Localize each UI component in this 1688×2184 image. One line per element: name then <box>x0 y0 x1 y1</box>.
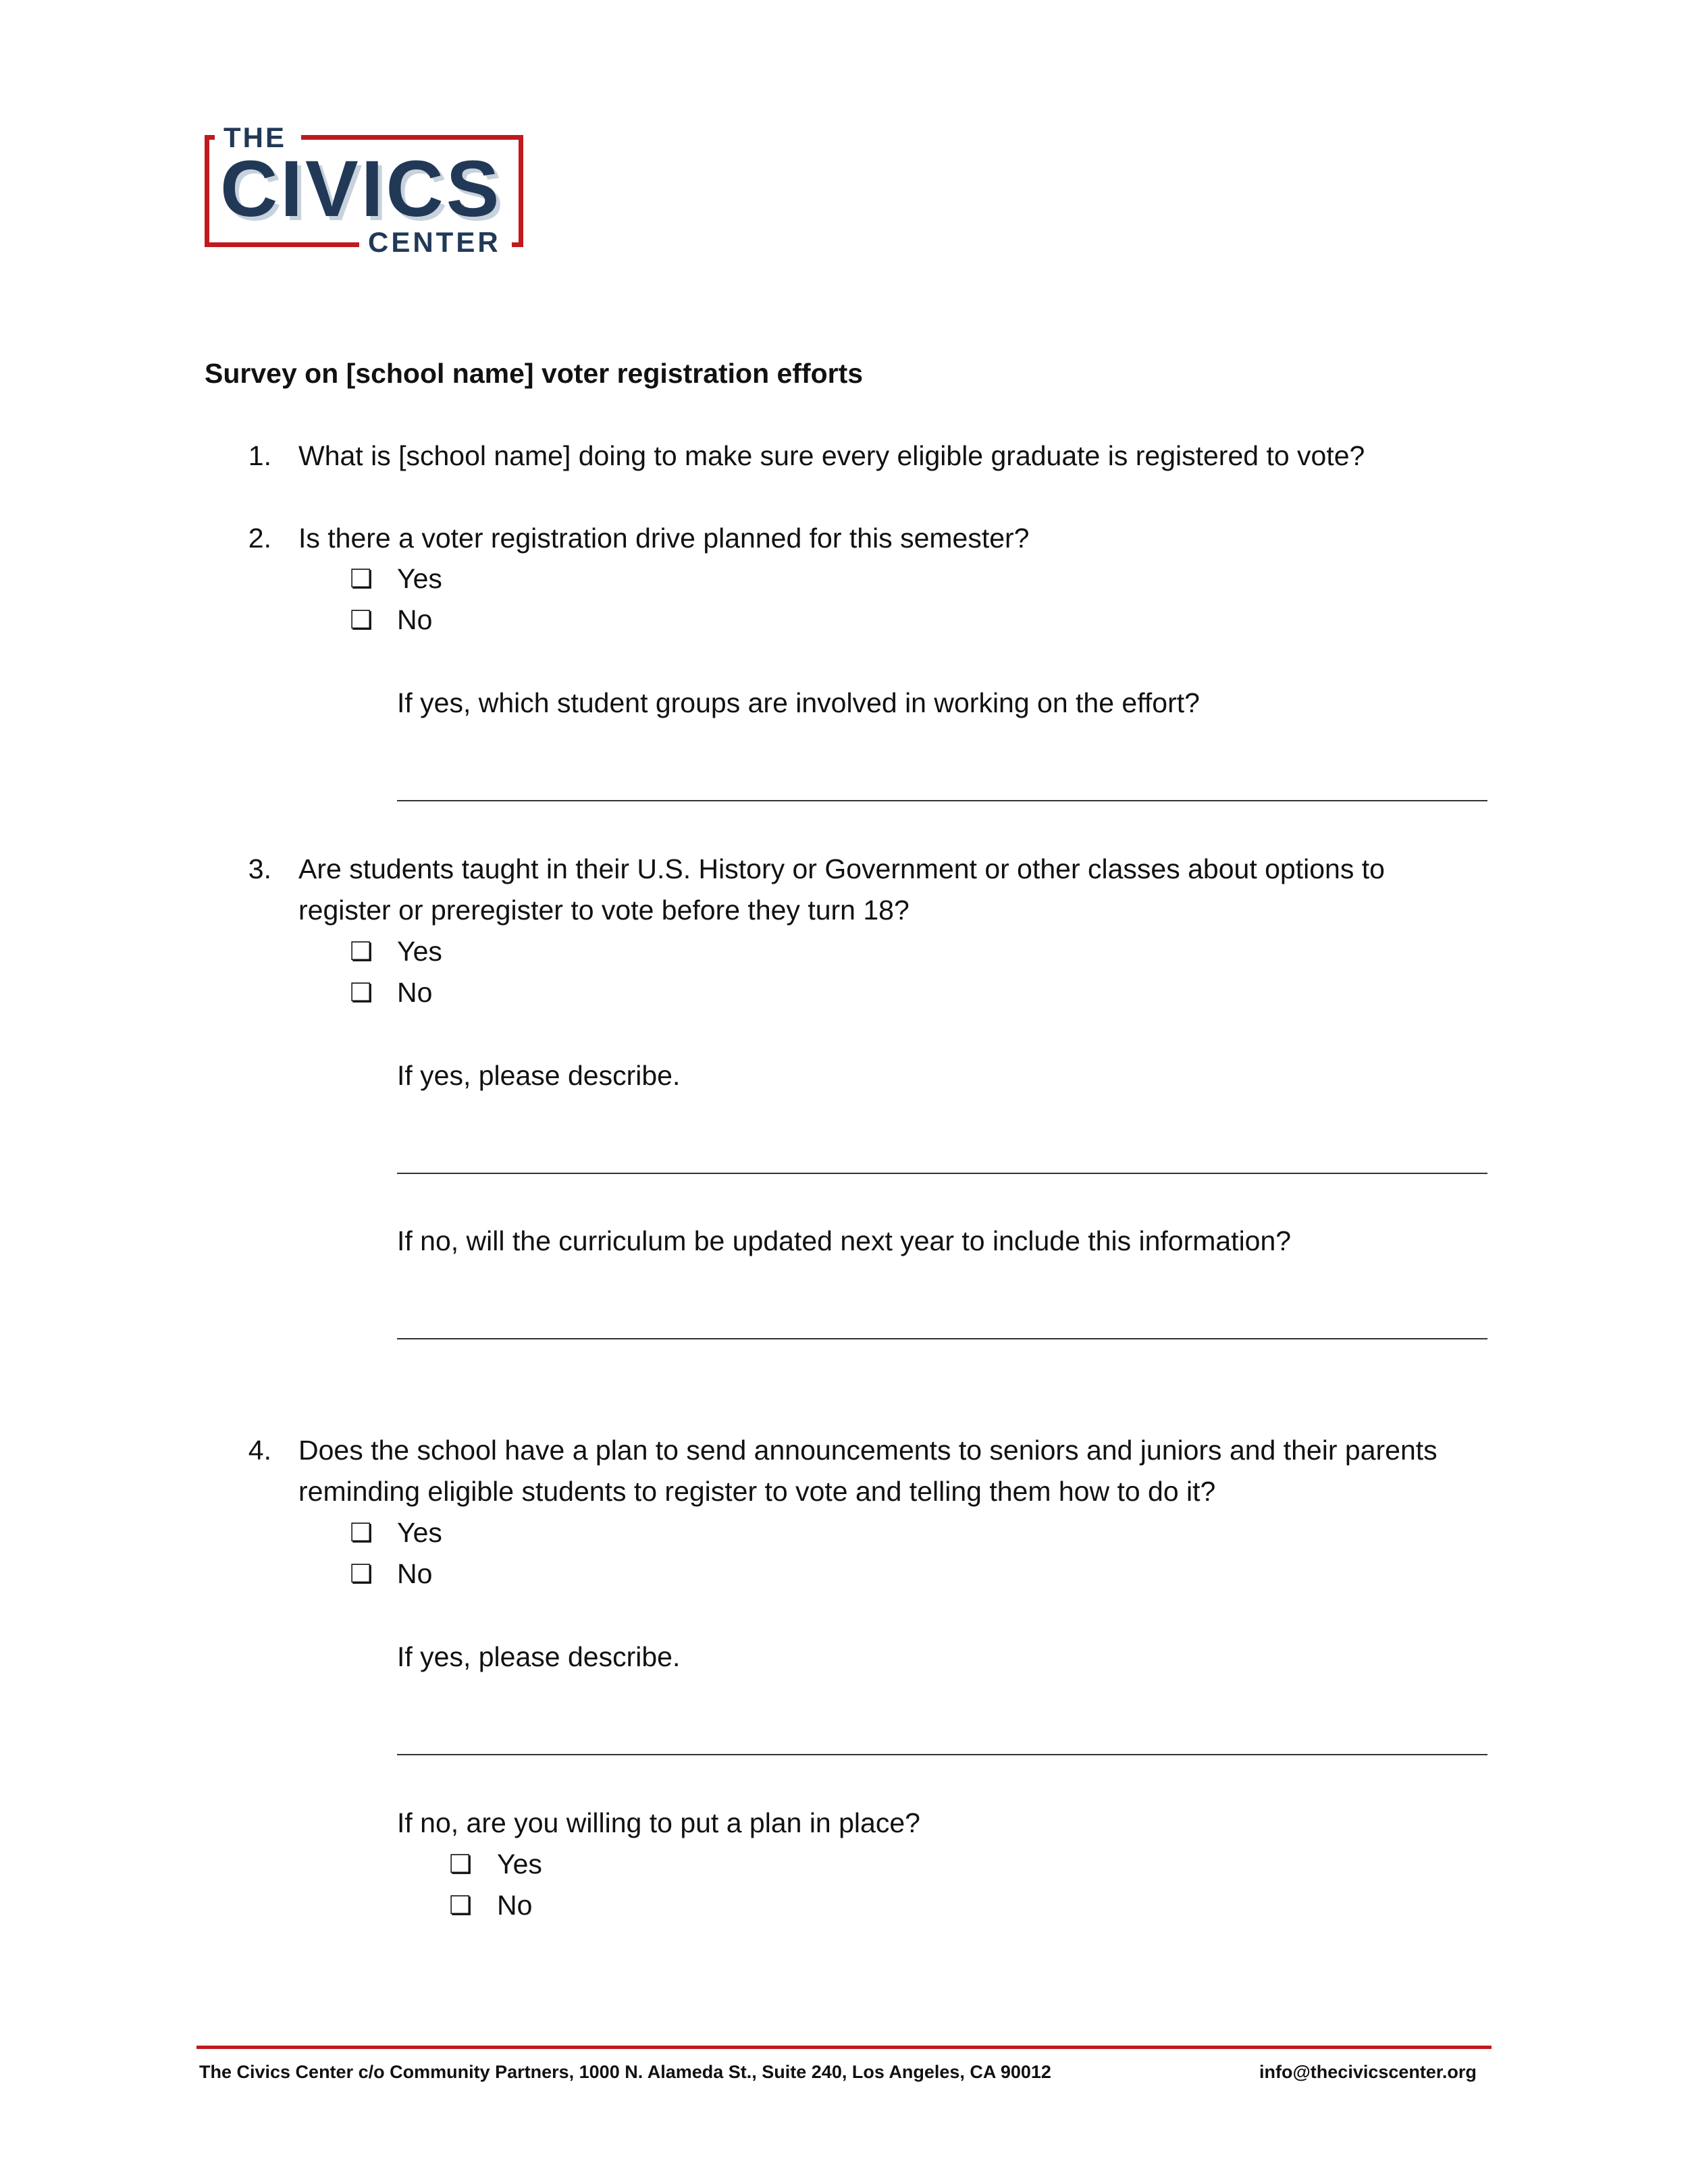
question-3-text-line1: Are students taught in their U.S. History or Government or other classes about options to <box>298 853 1385 884</box>
q4-no-checkbox[interactable]: ❏ <box>350 1559 373 1589</box>
question-1-text: What is [school name] doing to make sure every eligible graduate is registered to vote? <box>298 440 1365 471</box>
footer-email[interactable]: info@thecivicscenter.org <box>1259 2062 1477 2082</box>
q4-sub-no-checkbox[interactable]: ❏ <box>449 1890 473 1920</box>
q2-yes-checkbox[interactable]: ❏ <box>350 564 373 593</box>
question-4-text-line2: reminding eligible students to register to vote and telling them how to do it? <box>298 1476 1216 1507</box>
question-2-number: 2. <box>248 523 271 554</box>
question-3-number: 3. <box>248 853 271 884</box>
q3-no-label: No <box>397 977 433 1008</box>
q3-followup-yes: If yes, please describe. <box>397 1060 681 1091</box>
q3-no-answer-line[interactable] <box>397 1338 1487 1339</box>
q4-followup-yes: If yes, please describe. <box>397 1641 681 1672</box>
q4-no-label: No <box>397 1558 433 1589</box>
footer-address: The Civics Center c/o Community Partners, 1000 N. Alameda St., Suite 240, Los Angeles, CA 90012 <box>199 2062 1051 2082</box>
q4-sub-yes-label: Yes <box>497 1848 542 1880</box>
q2-no-label: No <box>397 604 433 635</box>
q2-no-checkbox[interactable]: ❏ <box>350 605 373 635</box>
q2-yes-label: Yes <box>397 563 442 594</box>
question-2-text: Is there a voter registration drive planned for this semester? <box>298 523 1030 554</box>
question-4-number: 4. <box>248 1435 271 1466</box>
q4-yes-checkbox[interactable]: ❏ <box>350 1518 373 1547</box>
q2-followup: If yes, which student groups are involved in working on the effort? <box>397 687 1200 718</box>
q2-answer-line[interactable] <box>397 800 1487 801</box>
q4-sub-no-label: No <box>497 1890 533 1921</box>
logo-the: THE <box>223 122 286 153</box>
q3-yes-answer-line[interactable] <box>397 1173 1487 1174</box>
q4-followup-no: If no, are you willing to put a plan in place? <box>397 1807 920 1838</box>
q4-sub-yes-checkbox[interactable]: ❏ <box>449 1849 473 1879</box>
q4-yes-answer-line[interactable] <box>397 1754 1487 1755</box>
q3-yes-checkbox[interactable]: ❏ <box>350 936 373 966</box>
question-4-text-line1: Does the school have a plan to send announcements to seniors and juniors and their parents <box>298 1435 1438 1466</box>
question-3-text-line2: register or preregister to vote before they turn 18? <box>298 895 909 926</box>
logo-civics: CIVICS <box>220 144 502 234</box>
question-1-number: 1. <box>248 440 271 471</box>
q3-followup-no: If no, will the curriculum be updated next year to include this information? <box>397 1225 1292 1256</box>
q3-no-checkbox[interactable]: ❏ <box>350 978 373 1007</box>
survey-title: Survey on [school name] voter registration efforts <box>205 358 864 389</box>
q4-yes-label: Yes <box>397 1517 442 1548</box>
q3-yes-label: Yes <box>397 936 442 967</box>
footer-rule <box>196 2046 1492 2049</box>
logo-center: CENTER <box>368 226 501 258</box>
